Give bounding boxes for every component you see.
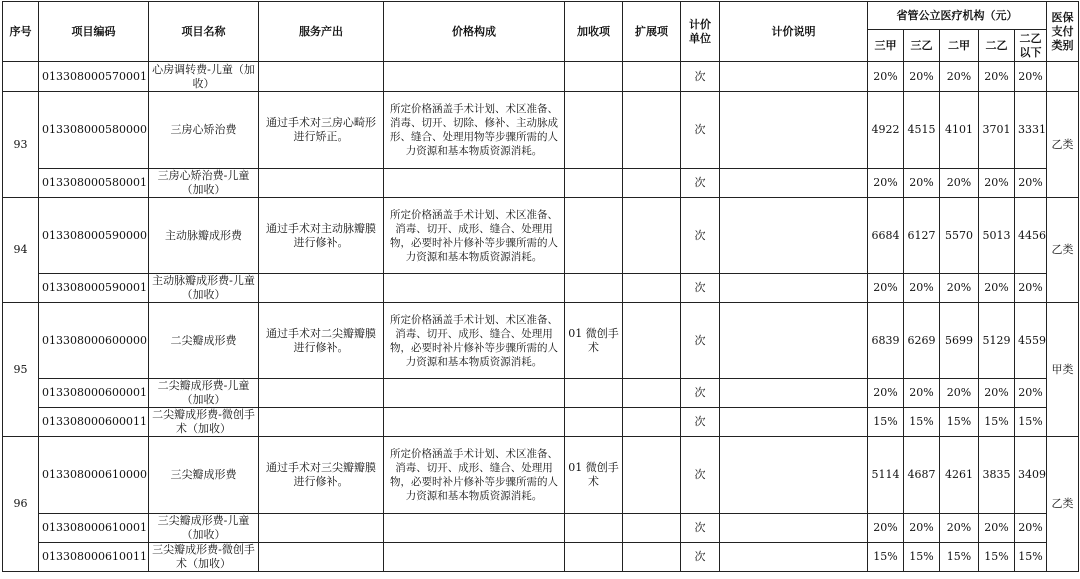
col-header-price: 价格构成 <box>384 2 565 62</box>
table-row <box>3 92 1079 169</box>
code-cell: 013308000610001 <box>39 514 149 543</box>
code-cell: 013308000600001 <box>39 379 149 408</box>
expand-cell <box>623 543 681 572</box>
level-cell: 20% <box>1015 514 1047 543</box>
col-header-note: 计价说明 <box>720 2 868 62</box>
extra-cell: 01 微创手术 <box>565 437 623 514</box>
code-cell: 013308000610011 <box>39 543 149 572</box>
insurance-cell: 甲类 <box>1047 303 1079 437</box>
level-cell: 3701 <box>979 92 1015 169</box>
service-cell: 通过手术对三尖瓣瓣膜进行修补。 <box>259 437 384 514</box>
level-cell: 15% <box>904 543 940 572</box>
unit-cell: 次 <box>681 169 720 198</box>
col-header-service: 服务产出 <box>259 2 384 62</box>
expand-cell <box>623 92 681 169</box>
level-cell: 6839 <box>868 303 904 379</box>
unit-cell: 次 <box>681 543 720 572</box>
level-cell: 3331 <box>1015 92 1047 169</box>
level-cell: 20% <box>904 169 940 198</box>
level-cell: 20% <box>868 274 904 303</box>
note-cell <box>720 303 868 379</box>
table-row <box>3 379 1079 408</box>
level-cell: 4515 <box>904 92 940 169</box>
table-row <box>3 437 1079 514</box>
level-cell: 20% <box>1015 62 1047 92</box>
level-cell: 15% <box>868 408 904 437</box>
price-cell <box>384 379 565 408</box>
code-cell: 013308000600000 <box>39 303 149 379</box>
level-cell: 15% <box>904 408 940 437</box>
code-cell: 013308000590001 <box>39 274 149 303</box>
expand-cell <box>623 169 681 198</box>
service-cell <box>259 514 384 543</box>
insurance-cell: 乙类 <box>1047 437 1079 572</box>
level-cell: 15% <box>979 543 1015 572</box>
service-cell <box>259 62 384 92</box>
unit-cell: 次 <box>681 437 720 514</box>
price-cell: 所定价格涵盖手术计划、术区准备、消毒、切开、成形、缝合、处理用物，必要时补片修补等步骤所需的人力资源和基本物质资源消耗。 <box>384 198 565 274</box>
unit-cell: 次 <box>681 408 720 437</box>
note-cell <box>720 514 868 543</box>
unit-cell: 次 <box>681 198 720 274</box>
level-cell: 20% <box>979 514 1015 543</box>
code-cell: 013308000580000 <box>39 92 149 169</box>
extra-cell <box>565 514 623 543</box>
extra-cell <box>565 408 623 437</box>
expand-cell <box>623 274 681 303</box>
col-header-name: 项目名称 <box>149 2 259 62</box>
level-cell: 5129 <box>979 303 1015 379</box>
note-cell <box>720 437 868 514</box>
level-cell: 15% <box>1015 408 1047 437</box>
name-cell: 二尖瓣成形费-微创手术（加收） <box>149 408 259 437</box>
insurance-cell: 乙类 <box>1047 198 1079 303</box>
code-cell: 013308000610000 <box>39 437 149 514</box>
insurance-cell: 乙类 <box>1047 92 1079 198</box>
level-cell: 5114 <box>868 437 904 514</box>
unit-cell: 次 <box>681 379 720 408</box>
price-cell <box>384 543 565 572</box>
code-cell: 013308000580001 <box>39 169 149 198</box>
col-header-code: 项目编码 <box>39 2 149 62</box>
fee-table <box>2 1 1079 572</box>
extra-cell <box>565 169 623 198</box>
level-cell: 20% <box>1015 169 1047 198</box>
price-cell <box>384 408 565 437</box>
note-cell <box>720 198 868 274</box>
level-cell: 20% <box>979 62 1015 92</box>
col-header-level-5: 二乙以下 <box>1015 30 1047 62</box>
table-row <box>3 543 1079 572</box>
unit-cell: 次 <box>681 62 720 92</box>
level-cell: 15% <box>940 408 979 437</box>
name-cell: 三尖瓣成形费 <box>149 437 259 514</box>
name-cell: 心房调转费-儿童（加收） <box>149 62 259 92</box>
col-header-level-3: 二甲 <box>940 30 979 62</box>
note-cell <box>720 169 868 198</box>
col-header-level-1: 三甲 <box>868 30 904 62</box>
level-cell: 3835 <box>979 437 1015 514</box>
note-cell <box>720 92 868 169</box>
col-header-province: 省管公立医疗机构（元） <box>868 2 1047 30</box>
level-cell: 15% <box>868 543 904 572</box>
level-cell: 20% <box>1015 274 1047 303</box>
expand-cell <box>623 379 681 408</box>
level-cell: 20% <box>868 379 904 408</box>
service-cell: 通过手术对主动脉瓣膜进行修补。 <box>259 198 384 274</box>
level-cell: 20% <box>1015 379 1047 408</box>
table-row <box>3 303 1079 379</box>
table-row <box>3 514 1079 543</box>
extra-cell <box>565 92 623 169</box>
table-row <box>3 198 1079 274</box>
unit-cell: 次 <box>681 303 720 379</box>
level-cell: 6127 <box>904 198 940 274</box>
code-cell: 013308000600011 <box>39 408 149 437</box>
seq-cell <box>3 62 39 92</box>
extra-cell <box>565 62 623 92</box>
unit-cell: 次 <box>681 92 720 169</box>
price-cell <box>384 514 565 543</box>
service-cell <box>259 543 384 572</box>
unit-cell: 次 <box>681 514 720 543</box>
price-cell: 所定价格涵盖手术计划、术区准备、消毒、切开、成形、缝合、处理用物，必要时补片修补等步骤所需的人力资源和基本物质资源消耗。 <box>384 303 565 379</box>
level-cell: 20% <box>979 274 1015 303</box>
name-cell: 二尖瓣成形费-儿童（加收） <box>149 379 259 408</box>
name-cell: 三房心矫治费 <box>149 92 259 169</box>
table-row <box>3 274 1079 303</box>
level-cell: 20% <box>904 514 940 543</box>
service-cell <box>259 408 384 437</box>
expand-cell <box>623 408 681 437</box>
level-cell: 15% <box>940 543 979 572</box>
level-cell: 5570 <box>940 198 979 274</box>
level-cell: 20% <box>940 274 979 303</box>
level-cell: 20% <box>979 379 1015 408</box>
level-cell: 5013 <box>979 198 1015 274</box>
service-cell: 通过手术对三房心畸形进行矫正。 <box>259 92 384 169</box>
name-cell: 二尖瓣成形费 <box>149 303 259 379</box>
level-cell: 20% <box>940 379 979 408</box>
name-cell: 三尖瓣成形费-儿童（加收） <box>149 514 259 543</box>
extra-cell <box>565 543 623 572</box>
code-cell: 013308000570001 <box>39 62 149 92</box>
name-cell: 三尖瓣成形费-微创手术（加收） <box>149 543 259 572</box>
col-header-level-4: 二乙 <box>979 30 1015 62</box>
price-cell <box>384 274 565 303</box>
level-cell: 20% <box>904 62 940 92</box>
code-cell: 013308000590000 <box>39 198 149 274</box>
price-cell <box>384 169 565 198</box>
level-cell: 15% <box>979 408 1015 437</box>
level-cell: 5699 <box>940 303 979 379</box>
table-row <box>3 62 1079 92</box>
level-cell: 4559 <box>1015 303 1047 379</box>
level-cell: 4922 <box>868 92 904 169</box>
level-cell: 20% <box>868 62 904 92</box>
seq-cell: 96 <box>3 437 39 572</box>
expand-cell <box>623 62 681 92</box>
expand-cell <box>623 198 681 274</box>
seq-cell: 94 <box>3 198 39 303</box>
extra-cell <box>565 379 623 408</box>
col-header-insurance: 医保支付类别 <box>1047 2 1079 62</box>
col-header-level-2: 三乙 <box>904 30 940 62</box>
level-cell: 3409 <box>1015 437 1047 514</box>
col-header-extra: 加收项 <box>565 2 623 62</box>
insurance-cell <box>1047 62 1079 92</box>
level-cell: 20% <box>940 62 979 92</box>
level-cell: 4261 <box>940 437 979 514</box>
name-cell: 主动脉瓣成形费 <box>149 198 259 274</box>
expand-cell <box>623 437 681 514</box>
price-cell: 所定价格涵盖手术计划、术区准备、消毒、切开、成形、缝合、处理用物，必要时补片修补等步骤所需的人力资源和基本物质资源消耗。 <box>384 437 565 514</box>
note-cell <box>720 379 868 408</box>
extra-cell <box>565 198 623 274</box>
table-row <box>3 408 1079 437</box>
table-row <box>3 169 1079 198</box>
level-cell: 20% <box>868 514 904 543</box>
service-cell <box>259 169 384 198</box>
level-cell: 20% <box>868 169 904 198</box>
expand-cell <box>623 514 681 543</box>
level-cell: 4456 <box>1015 198 1047 274</box>
col-header-seq: 序号 <box>3 2 39 62</box>
level-cell: 4687 <box>904 437 940 514</box>
level-cell: 15% <box>1015 543 1047 572</box>
seq-cell: 95 <box>3 303 39 437</box>
price-cell: 所定价格涵盖手术计划、术区准备、消毒、切开、切除、修补、主动脉成形、缝合、处理用物等步骤所需的人力资源和基本物质资源消耗。 <box>384 92 565 169</box>
level-cell: 20% <box>904 274 940 303</box>
extra-cell <box>565 274 623 303</box>
note-cell <box>720 274 868 303</box>
expand-cell <box>623 303 681 379</box>
header-row <box>3 2 1079 30</box>
extra-cell: 01 微创手术 <box>565 303 623 379</box>
level-cell: 20% <box>940 169 979 198</box>
name-cell: 三房心矫治费-儿童（加收） <box>149 169 259 198</box>
seq-cell: 93 <box>3 92 39 198</box>
col-header-unit: 计价单位 <box>681 2 720 62</box>
unit-cell: 次 <box>681 274 720 303</box>
level-cell: 20% <box>940 514 979 543</box>
note-cell <box>720 408 868 437</box>
level-cell: 20% <box>904 379 940 408</box>
service-cell: 通过手术对二尖瓣瓣膜进行修补。 <box>259 303 384 379</box>
note-cell <box>720 543 868 572</box>
col-header-expand: 扩展项 <box>623 2 681 62</box>
service-cell <box>259 274 384 303</box>
level-cell: 6269 <box>904 303 940 379</box>
note-cell <box>720 62 868 92</box>
level-cell: 20% <box>979 169 1015 198</box>
price-cell <box>384 62 565 92</box>
service-cell <box>259 379 384 408</box>
level-cell: 4101 <box>940 92 979 169</box>
level-cell: 6684 <box>868 198 904 274</box>
name-cell: 主动脉瓣成形费-儿童（加收） <box>149 274 259 303</box>
